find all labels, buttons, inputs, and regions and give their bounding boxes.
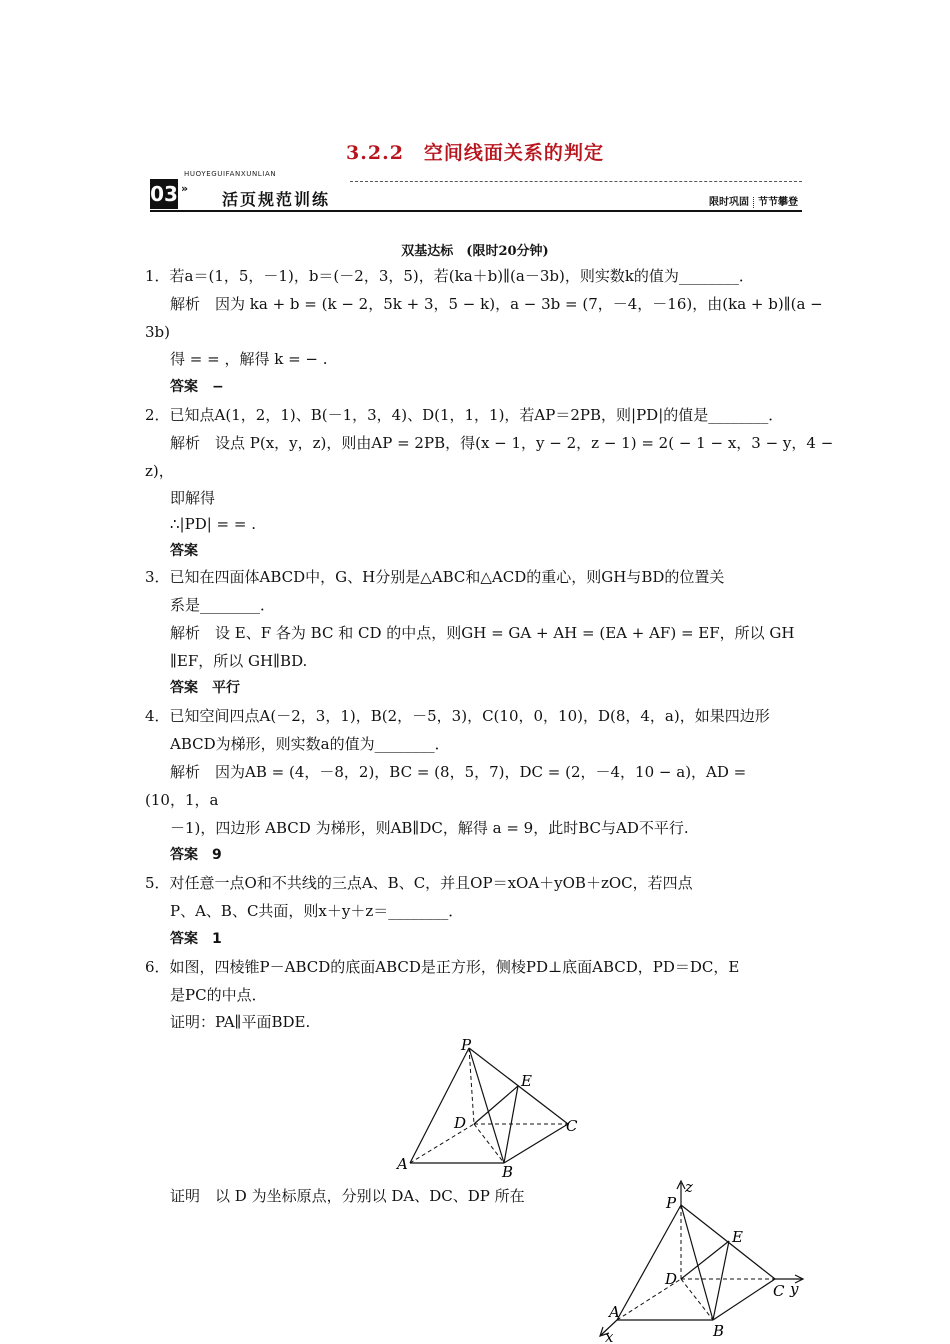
vertex-label-e: E xyxy=(732,1228,743,1246)
banner-dash-divider xyxy=(350,181,802,182)
vertex-label-p: P xyxy=(666,1194,677,1212)
problem-1-analysis-cont: 3b) xyxy=(145,323,170,341)
banner-title: 活页规范训练 xyxy=(222,190,331,209)
problem-6-question: 6．如图，四棱锥P－ABCD的底面ABCD是正方形，侧棱PD⊥底面ABCD，PD＝DC，E xyxy=(145,958,740,976)
problem-3-answer: 答案 平行 xyxy=(170,680,240,696)
vertex-label-b: B xyxy=(713,1322,725,1340)
vertex-label-e: E xyxy=(521,1072,532,1090)
section-subtitle: 双基达标 (限时20分钟) xyxy=(401,244,549,259)
vertex-label-a: A xyxy=(397,1155,408,1173)
problem-6-prove-statement: 证明：PA∥平面BDE. xyxy=(170,1013,311,1031)
problem-1-analysis-solve: 得 = = ，解得 k = − . xyxy=(170,350,328,368)
problem-2-analysis: 解析 设点 P(x，y，z)，则由AP = 2PB，得(x − 1，y − 2，z − 1) = 2( − 1 − x，3 − y，4 − xyxy=(170,434,834,452)
problem-2-question: 2．已知点A(1，2，1)、B(－1，3，4)、D(1，1，1)，若AP＝2PB，则|PD|的值是________． xyxy=(145,406,784,424)
banner-tag-a: 限时巩固 xyxy=(709,197,749,208)
pyramid-figure xyxy=(390,1036,590,1182)
vertex-label-c: C xyxy=(566,1117,578,1135)
page-title: 3.2.2 空间线面关系的判定 xyxy=(346,142,604,164)
problem-4-question: 4．已知空间四点A(－2，3，1)，B(2，－5，3)，C(10，0，10)，D(8，4，a)，如果四边形 xyxy=(145,707,770,725)
problem-2-answer: 答案 xyxy=(170,543,198,559)
problem-2-analysis-solve: 即解得 xyxy=(170,489,216,507)
coordinate-pyramid-figure xyxy=(595,1175,810,1344)
problem-5-answer: 答案 1 xyxy=(170,931,222,947)
problem-3-question-cont: 系是________． xyxy=(170,596,276,614)
axis-label-x: x xyxy=(605,1328,614,1344)
vertex-label-d: D xyxy=(665,1270,678,1288)
problem-1-question: 1．若a＝(1，5，－1)，b＝(－2，3，5)，若(ka＋b)∥(a－3b)，则实数k的值为________． xyxy=(145,267,754,285)
problem-2-analysis-result: ∴|PD| = = . xyxy=(170,515,256,533)
problem-3-question: 3．已知在四面体ABCD中，G、H分别是△ABC和△ACD的重心，则GH与BD的位置关 xyxy=(145,568,725,586)
banner-right-tags xyxy=(709,193,798,208)
problem-1-analysis: 解析 因为 ka + b = (k − 2，5k + 3，5 − k)，a − 3b = (7，－4，－16)，由(ka + b)∥(a − xyxy=(170,295,823,313)
problem-4-analysis: 解析 因为AB = (4，－8，2)，BC = (8，5，7)，DC = (2，－4，10 − a)，AD = xyxy=(170,763,747,781)
banner-number-badge: 03 xyxy=(150,179,178,209)
problem-1-answer: 答案 − xyxy=(170,379,224,395)
problem-4-question-cont: ABCD为梯形，则实数a的值为________． xyxy=(170,735,450,753)
vertex-label-d: D xyxy=(454,1114,467,1132)
problem-4-answer: 答案 9 xyxy=(170,847,222,863)
problem-6-question-cont: 是PC的中点． xyxy=(170,986,267,1004)
banner-tag-b: 节节攀登 xyxy=(758,197,798,208)
problem-5-question: 5．对任意一点O和不共线的三点A、B、C，并且OP＝xOA＋yOB＋zOC，若四点 xyxy=(145,874,693,892)
section-banner xyxy=(150,170,802,214)
banner-pinyin: HUOYEGUIFANXUNLIAN xyxy=(184,170,277,178)
chevron-right-icon: » xyxy=(181,182,189,195)
axis-label-y: y xyxy=(790,1280,799,1298)
banner-rule xyxy=(150,210,802,212)
problem-3-analysis: 解析 设 E、F 各为 BC 和 CD 的中点，则GH = GA + AH = (EA + AF) = EF，所以 GH xyxy=(170,624,795,642)
axis-label-z: z xyxy=(685,1178,693,1196)
vertex-label-p: P xyxy=(461,1036,472,1054)
problem-4-analysis-cont: (10，1，a xyxy=(145,791,219,809)
problem-5-question-cont: P、A、B、C共面，则x＋y＋z＝________． xyxy=(170,902,464,920)
vertex-label-c: C xyxy=(773,1282,785,1300)
problem-2-analysis-cont: z)， xyxy=(145,462,174,480)
vertex-label-a: A xyxy=(609,1303,620,1321)
problem-3-analysis-cont: ∥EF，所以 GH∥BD. xyxy=(170,652,308,670)
vertex-label-b: B xyxy=(502,1163,514,1181)
problem-6-proof-begin: 证明 以 D 为坐标原点，分别以 DA、DC、DP 所在 xyxy=(170,1187,525,1205)
problem-4-analysis-solve: －1)，四边形 ABCD 为梯形，则AB∥DC，解得 a = 9，此时BC与AD不平行. xyxy=(170,819,689,837)
